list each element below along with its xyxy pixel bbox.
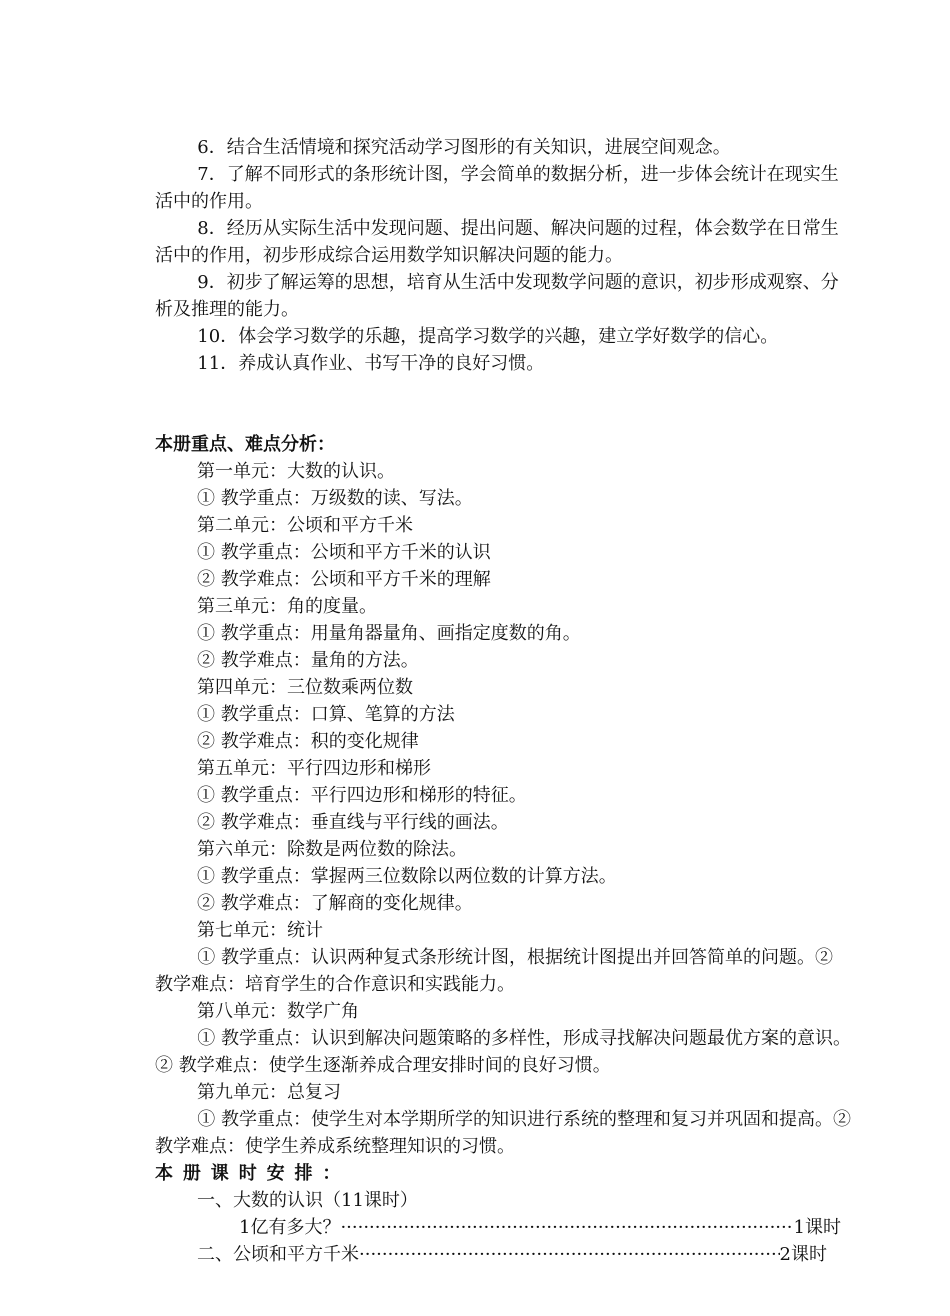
unit-2-title: 第二单元：公顷和平方千米	[197, 515, 413, 536]
unit-6-title: 第六单元：除数是两位数的除法。	[197, 839, 467, 860]
spacer	[155, 377, 855, 431]
unit-6-difficulty: ② 教学难点：了解商的变化规律。	[197, 893, 473, 914]
toc-entry-2	[155, 1241, 827, 1268]
unit-5-key-point: ① 教学重点：平行四边形和梯形的特征。	[197, 785, 527, 806]
unit-3-title: 第三单元：角的度量。	[197, 596, 377, 617]
goal-9: 9．初步了解运筹的思想，培育从生活中发现数学问题的意识，初步形成观察、分析及推理的能力。	[155, 272, 839, 320]
goal-11: 11．养成认真作业、书写干净的良好习惯。	[197, 353, 545, 374]
toc-entry-1-hours: 1课时	[793, 1217, 841, 1238]
schedule-section-1: 一、大数的认识（11课时）	[197, 1190, 418, 1211]
unit-3-key-point: ① 教学重点：用量角器量角、画指定度数的角。	[197, 623, 581, 644]
goal-7: 7．了解不同形式的条形统计图，学会简单的数据分析，进一步体会统计在现实生活中的作用。	[155, 164, 839, 212]
unit-2-difficulty: ② 教学难点：公顷和平方千米的理解	[197, 569, 491, 590]
unit-5-difficulty: ② 教学难点：垂直线与平行线的画法。	[197, 812, 509, 833]
unit-6-key-point: ① 教学重点：掌握两三位数除以两位数的计算方法。	[197, 866, 617, 887]
toc-entry-1	[155, 1214, 841, 1241]
unit-8-body: ① 教学重点：认识到解决问题策略的多样性，形成寻找解决问题最优方案的意识。② 教学难点：使学生逐渐养成合理安排时间的良好习惯。	[155, 1028, 852, 1076]
unit-9-title: 第九单元：总复习	[197, 1082, 341, 1103]
document-page	[155, 134, 855, 1268]
toc-leader-dots	[359, 1241, 780, 1268]
unit-4-difficulty: ② 教学难点：积的变化规律	[197, 731, 419, 752]
unit-1-key-point: ① 教学重点：万级数的读、写法。	[197, 488, 473, 509]
toc-entry-1-label: 1亿有多大？	[239, 1217, 341, 1238]
unit-7-title: 第七单元：统计	[197, 920, 323, 941]
schedule-heading: 本册课时安排：	[155, 1163, 351, 1184]
unit-4-key-point: ① 教学重点：口算、笔算的方法	[197, 704, 455, 725]
analysis-heading: 本册重点、难点分析：	[155, 434, 335, 455]
unit-5-title: 第五单元：平行四边形和梯形	[197, 758, 431, 779]
goal-8: 8．经历从实际生活中发现问题、提出问题、解决问题的过程，体会数学在日常生活中的作用，初步形成综合运用数学知识解决问题的能力。	[155, 218, 839, 266]
unit-1-title: 第一单元：大数的认识。	[197, 461, 395, 482]
goal-6: 6．结合生活情境和探究活动学习图形的有关知识，进展空间观念。	[197, 137, 731, 158]
unit-2-key-point: ① 教学重点：公顷和平方千米的认识	[197, 542, 491, 563]
unit-3-difficulty: ② 教学难点：量角的方法。	[197, 650, 419, 671]
toc-leader-dots	[340, 1214, 793, 1241]
unit-9-body: ① 教学重点：使学生对本学期所学的知识进行系统的整理和复习并巩固和提高。② 教学难点：使学生养成系统整理知识的习惯。	[155, 1109, 857, 1157]
unit-4-title: 第四单元：三位数乘两位数	[197, 677, 413, 698]
unit-8-title: 第八单元：数学广角	[197, 1001, 359, 1022]
unit-7-body: ① 教学重点：认识两种复式条形统计图，根据统计图提出并回答简单的问题。② 教学难点：培育学生的合作意识和实践能力。	[155, 947, 839, 995]
goal-10: 10．体会学习数学的乐趣，提高学习数学的兴趣，建立学好数学的信心。	[197, 326, 779, 347]
toc-entry-2-label: 二、公顷和平方千米	[197, 1244, 359, 1265]
toc-entry-2-hours: 2课时	[779, 1244, 827, 1265]
